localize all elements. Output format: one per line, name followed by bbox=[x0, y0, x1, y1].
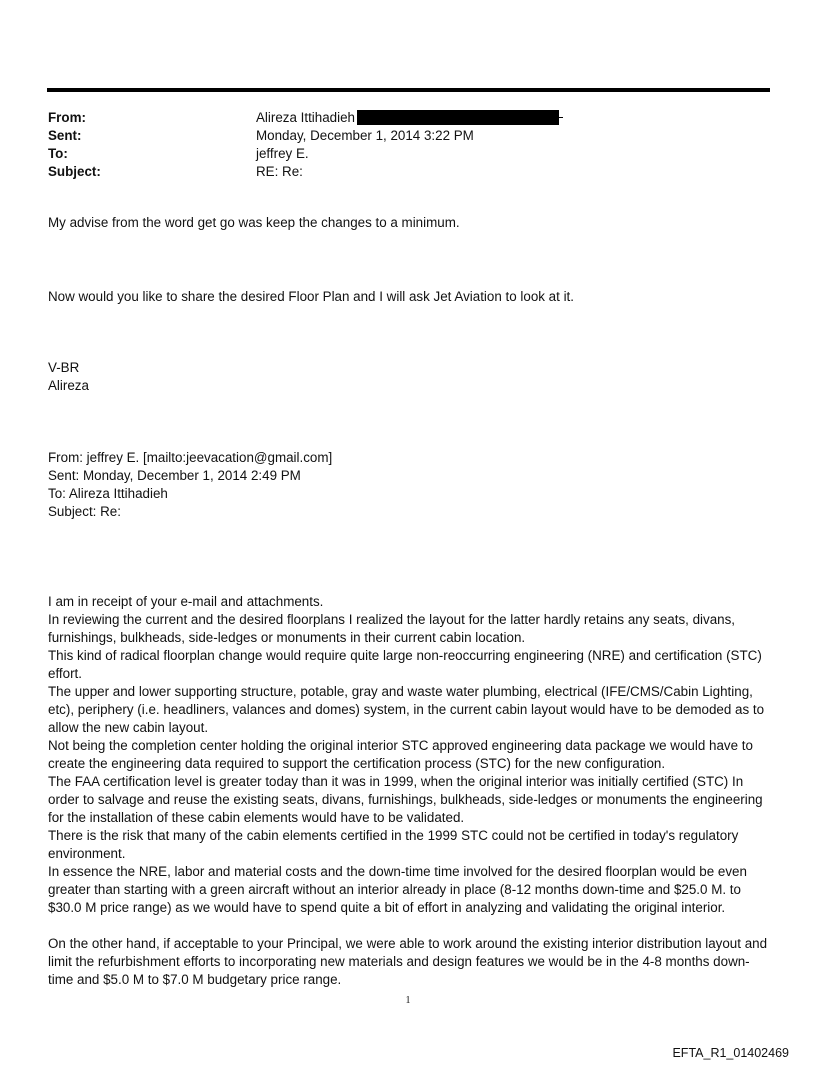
from-label: From: bbox=[48, 110, 86, 125]
body-paragraph: The upper and lower supporting structure, potable, gray and waste water plumbing, electrical (IFE/CMS/Cabin Lighting, etc), periphery (i.e. headliners, valances and domes) system, in the current cabin layout would have to be demoded as to allow the new cabin layout. bbox=[48, 684, 765, 735]
from-row bbox=[48, 109, 768, 127]
to-label: To: bbox=[48, 146, 68, 161]
signature-line-2: Alireza bbox=[48, 378, 89, 393]
body-paragraph: I am in receipt of your e-mail and attachments. bbox=[48, 594, 324, 609]
body-paragraph: This kind of radical floorplan change would require quite large non-reoccurring engineering (NRE) and certification (STC) effort. bbox=[48, 648, 762, 681]
body-paragraph: In essence the NRE, labor and material costs and the down-time time involved for the desired floorplan would be even greater than starting with a green aircraft without an interior already in place (8-12 months down-time and $25.0 M. to $30.0 M price range) as we would have to spend quite a bit of effort in analyzing and validating the original interior. bbox=[48, 864, 747, 915]
subject-value: RE: Re: bbox=[256, 164, 303, 179]
quoted-header bbox=[48, 449, 770, 521]
email-header bbox=[48, 109, 768, 181]
redaction-mark bbox=[559, 117, 563, 118]
redaction-box bbox=[357, 110, 559, 125]
sent-label: Sent: bbox=[48, 128, 82, 143]
bates-stamp: EFTA_R1_01402469 bbox=[672, 1046, 789, 1060]
body-paragraph: On the other hand, if acceptable to your Principal, we were able to work around the existing interior distribution layout and limit the refurbishment efforts to incorporating new materials and design features we would be in the 4-8 months down-time and $5.0 M to $7.0 M budgetary price range. bbox=[48, 936, 768, 987]
quoted-subject: Subject: Re: bbox=[48, 504, 121, 519]
quoted-sent: Sent: Monday, December 1, 2014 2:49 PM bbox=[48, 468, 301, 483]
quoted-from: From: jeffrey E. [mailto:jeevacation@gmail.com] bbox=[48, 450, 333, 465]
signature-line-1: V-BR bbox=[48, 360, 80, 375]
sender-name: Alireza Ittihadieh bbox=[256, 110, 355, 125]
quoted-to: To: Alireza Ittihadieh bbox=[48, 486, 168, 501]
body-paragraph: There is the risk that many of the cabin elements certified in the 1999 STC could not be certified in today's regulatory environment. bbox=[48, 828, 739, 861]
body-paragraph: In reviewing the current and the desired floorplans I realized the layout for the latter hardly retains any seats, divans, furnishings, bulkheads, side-ledges or monuments in their current cabin location. bbox=[48, 612, 736, 645]
page-number: 1 bbox=[405, 995, 411, 1006]
from-value bbox=[256, 109, 563, 127]
reply-paragraph-2: Now would you like to share the desired Floor Plan and I will ask Jet Aviation to look at it. bbox=[48, 289, 574, 304]
signature bbox=[48, 359, 770, 395]
sent-row bbox=[48, 127, 768, 145]
body-paragraph: The FAA certification level is greater today than it was in 1999, when the original interior was initially certified (STC) In order to salvage and reuse the existing seats, divans, furnishings, bulkheads, side-ledges or monuments the engineering for the installation of these cabin elements would have to be validated. bbox=[48, 774, 763, 825]
paragraph-gap bbox=[48, 917, 770, 935]
to-row bbox=[48, 145, 768, 163]
to-value: jeffrey E. bbox=[256, 146, 309, 161]
header-divider bbox=[47, 88, 770, 92]
sent-value: Monday, December 1, 2014 3:22 PM bbox=[256, 128, 474, 143]
body-paragraph: Not being the completion center holding the original interior STC approved engineering data package we would have to create the engineering data required to support the certification process (STC) for the new configuration. bbox=[48, 738, 753, 771]
subject-label: Subject: bbox=[48, 164, 101, 179]
quoted-body bbox=[48, 593, 770, 989]
subject-row bbox=[48, 163, 768, 181]
reply-paragraph-1: My advise from the word get go was keep the changes to a minimum. bbox=[48, 215, 460, 230]
